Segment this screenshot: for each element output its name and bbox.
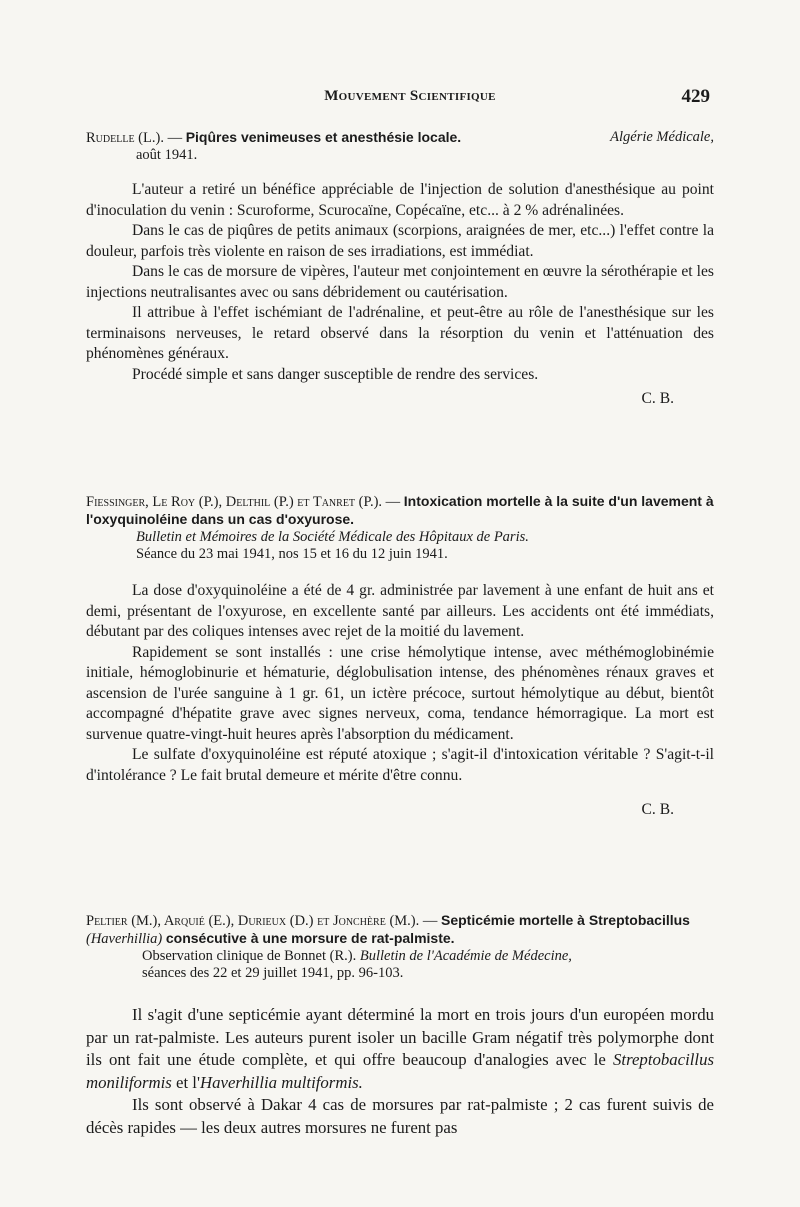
article-body bbox=[86, 180, 714, 410]
paragraph: Rapidement se sont installés : une crise hémolytique intense, avec méthémoglobinémie initiale, hémoglobinurie et hématurie, déglobulisation intense, des phénomènes rénaux graves et ascension de l'urée sanguine à 1 gr. 61, un ictère précoce, surtout hémolytique au début, bientôt accompagné d'hépatite grave avec signes nerveux, coma, tendance hémorragique. La mort est survenue quatre-vingt-huit heures après l'absorption du médicament. bbox=[86, 643, 714, 743]
ref-title: Intoxication mortelle à la suite d'un lavement à l'oxyquinoléine dans un cas d'oxyurose. bbox=[86, 493, 714, 527]
article-rudelle bbox=[86, 129, 714, 410]
ref-date: Séance du 23 mai 1941, nos 15 et 16 du 12 juin 1941. bbox=[136, 546, 448, 562]
article-body bbox=[86, 1004, 714, 1139]
bibliographic-reference bbox=[86, 912, 714, 982]
article-fiessinger bbox=[86, 493, 714, 821]
paragraph: Procédé simple et sans danger susceptible de rendre des services. bbox=[132, 365, 539, 383]
paragraph: Dans le cas de morsure de vipères, l'auteur met conjointement en œuvre la sérothérapie et les injections neutralisantes avec ou sans débridement ou cautérisation. bbox=[86, 263, 714, 301]
ref-title: Septicémie mortelle à Streptobacillus bbox=[441, 912, 690, 928]
ref-dash: — bbox=[382, 494, 404, 510]
species-name: Streptobacillus moniliformis bbox=[86, 1050, 715, 1092]
paragraph: Le sulfate d'oxyquinoléine est réputé atoxique ; s'agit-il d'intoxication véritable ? S'agit-t-il d'intolérance ? Le fait brutal demeure et mérite d'être connu. bbox=[86, 746, 714, 784]
ref-authors: Fiessinger, Le Roy (P.), Delthil (P.) et Tanret (P.). bbox=[86, 494, 383, 510]
article-peltier bbox=[86, 912, 714, 1139]
ref-title-genus: (Haverhillia) bbox=[86, 931, 163, 947]
ref-source: Bulletin de l'Académie de Médecine, bbox=[359, 948, 572, 964]
paragraph: La dose d'oxyquinoléine a été de 4 gr. administrée par lavement à une enfant de huit ans et demi, présentant de l'oxyurose, en excellente santé par ailleurs. Les accidents ont été immédiats, débutant par des coliques intenses avec rejet de la moitié du lavement. bbox=[86, 582, 714, 640]
page-number: 429 bbox=[681, 86, 710, 107]
bibliographic-reference bbox=[86, 129, 714, 164]
ref-observation: Observation clinique de Bonnet (R.). bbox=[142, 948, 357, 964]
species-name: Haverhillia multiformis. bbox=[200, 1072, 363, 1092]
ref-source: Algérie Médicale, bbox=[610, 129, 714, 145]
paragraph: L'auteur a retiré un bénéfice appréciable de l'injection de solution d'anesthésique au point d'inoculation du venin : Scuroforme, Scurocaïne, Copécaïne, etc... à 2 % adrénalinées. bbox=[86, 181, 714, 219]
ref-dash: — bbox=[163, 130, 186, 146]
paragraph bbox=[86, 1004, 714, 1094]
paragraph: Ils sont observé à Dakar 4 cas de morsures par rat-palmiste ; 2 cas furent suivis de décès rapides — les deux autres morsures ne furent pas bbox=[86, 1095, 714, 1137]
paragraph: Il attribue à l'effet ischémiant de l'adrénaline, et peut-être au rôle de l'anesthésique sur les terminaisons nerveuses, le retard observé dans la résorption du venin et l'atténuation des phénomènes généraux. bbox=[86, 304, 714, 362]
paragraph-text: et l' bbox=[176, 1072, 200, 1092]
paragraph-text: Il s'agit d'une septicémie ayant déterminé la mort en trois jours d'un européen mordu par un rat-palmiste. Les auteurs purent isoler un bacille Gram négatif très polymorphe dont ils ont fait une étude complète, et qui offre beaucoup d'analogies avec le bbox=[86, 1005, 714, 1069]
signature: C. B. bbox=[641, 801, 674, 818]
bibliographic-reference bbox=[86, 493, 714, 563]
ref-date: août 1941. bbox=[136, 147, 198, 163]
article-body bbox=[86, 581, 714, 821]
ref-date: séances des 22 et 29 juillet 1941, pp. 96-103. bbox=[142, 965, 404, 981]
signature: C. B. bbox=[641, 390, 674, 407]
ref-title: Piqûres venimeuses et anesthésie locale. bbox=[185, 129, 462, 145]
running-title: Mouvement Scientifique bbox=[324, 88, 496, 104]
ref-title-end: consécutive à une morsure de rat-palmiste. bbox=[165, 930, 455, 946]
ref-dash: — bbox=[419, 913, 441, 929]
ref-authors: Rudelle (L.). bbox=[86, 130, 164, 146]
ref-source: Bulletin et Mémoires de la Société Médicale des Hôpitaux de Paris. bbox=[136, 529, 529, 545]
ref-authors: Peltier (M.), Arquié (E.), Durieux (D.) et Jonchère (M.). bbox=[86, 913, 420, 929]
paragraph: Dans le cas de piqûres de petits animaux (scorpions, araignées de mer, etc...) l'effet contre la douleur, parfois très violente en raison de ses irradiations, est immédiat. bbox=[86, 222, 714, 260]
page-header bbox=[0, 88, 800, 112]
